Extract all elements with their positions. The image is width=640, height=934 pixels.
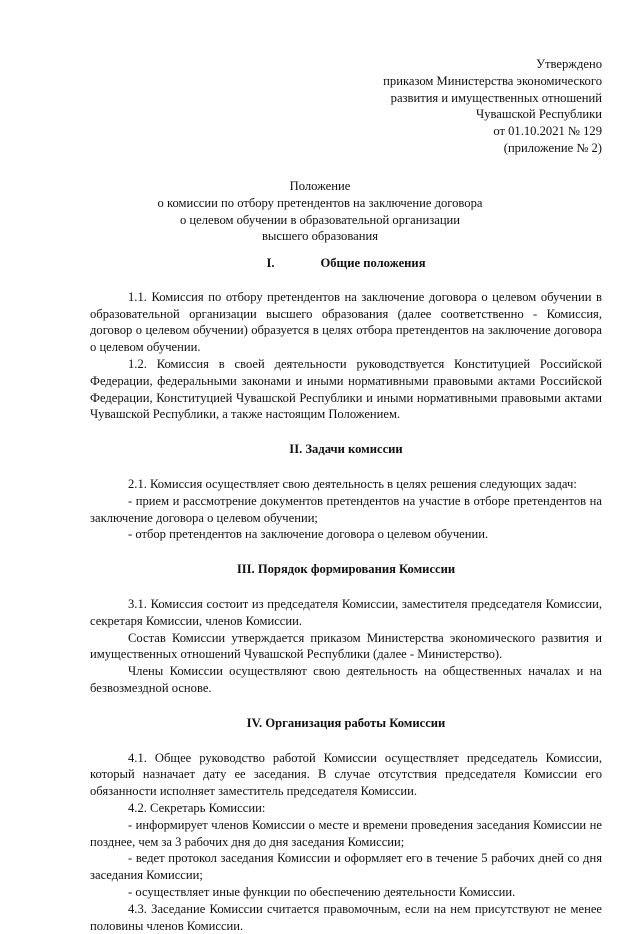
section-heading-2: II. Задачи комиссии <box>289 442 403 457</box>
approval-line: Утверждено <box>536 57 602 71</box>
paragraph: - осуществляет иные функции по обеспечению деятельности Комиссии. <box>128 884 516 899</box>
approval-line: (приложение № 2) <box>503 140 602 155</box>
paragraph: 4.3. Заседание Комиссии считается правомочным, если на нем присутствуют не менее половины членов Комиссии. <box>90 901 602 933</box>
approval-line: Чувашской Республики <box>476 107 602 122</box>
paragraph: - прием и рассмотрение документов претендентов на участие в отборе претендентов на заключение договора о целевом обучении; <box>90 493 602 525</box>
section-heading-1 <box>90 255 602 272</box>
section-heading-4: IV. Организация работы Комиссии <box>246 715 446 730</box>
paragraph: 3.1. Комиссия состоит из председателя Комиссии, заместителя председателя Комиссии, секретаря Комиссии, членов Комиссии. <box>90 596 602 628</box>
title-line: о целевом обучении в образовательной организации <box>179 212 461 227</box>
paragraph: 1.2. Комиссия в своей деятельности руководствуется Конституцией Российской Федерации, федеральными законами и иными нормативными правовыми актами Российской Федерации, Конституцией Чувашской Республики и иными нормативными правовыми актами Чувашской Республики, а также настоящим Положением. <box>90 356 602 422</box>
title-line: о комиссии по отбору претендентов на заключение договора <box>157 195 483 210</box>
section-title: Общие положения <box>320 256 426 270</box>
paragraph: 1.1. Комиссия по отбору претендентов на заключение договора о целевом обучении в образовательной организации высшего образования (далее соответственно - Комиссия, договор о целевом обучении) образуется в целях отбора претендентов на заключение договора о целевом обучении. <box>90 289 602 355</box>
approval-stamp <box>282 56 602 157</box>
section-number: I. <box>266 256 275 270</box>
section-heading-3: III. Порядок формирования Комиссии <box>236 562 456 577</box>
approval-line: от 01.10.2021 № 129 <box>493 124 602 139</box>
paragraph: 4.1. Общее руководство работой Комиссии осуществляет председатель Комиссии, который назначает дату ее заседания. В случае отсутствия председателя Комиссии его обязанности исполняет заместитель председателя Комиссии. <box>90 750 602 799</box>
document-title <box>0 178 640 245</box>
paragraph: 4.2. Секретарь Комиссии: <box>128 800 266 815</box>
paragraph: 2.1. Комиссия осуществляет свою деятельность в целях решения следующих задач: <box>128 476 577 491</box>
paragraph: - ведет протокол заседания Комиссии и оформляет его в течение 5 рабочих дней со дня заседания Комиссии; <box>90 851 602 883</box>
title-line: высшего образования <box>261 229 378 244</box>
title-line: Положение <box>289 179 351 193</box>
paragraph: Члены Комиссии осуществляют свою деятельность на общественных началах и на безвозмездной основе. <box>90 664 602 695</box>
approval-line: приказом Министерства экономического <box>383 73 602 88</box>
paragraph: - информирует членов Комиссии о месте и времени проведения заседания Комиссии не позднее, чем за 3 рабочих дня до дня заседания Комиссии; <box>90 817 602 849</box>
paragraph: - отбор претендентов на заключение договора о целевом обучении. <box>128 527 489 542</box>
paragraph: Состав Комиссии утверждается приказом Министерства экономического развития и имущественных отношений Чувашской Республики (далее - Министерство). <box>90 630 602 662</box>
approval-line: развития и имущественных отношений <box>390 90 602 105</box>
document-body <box>90 255 602 934</box>
